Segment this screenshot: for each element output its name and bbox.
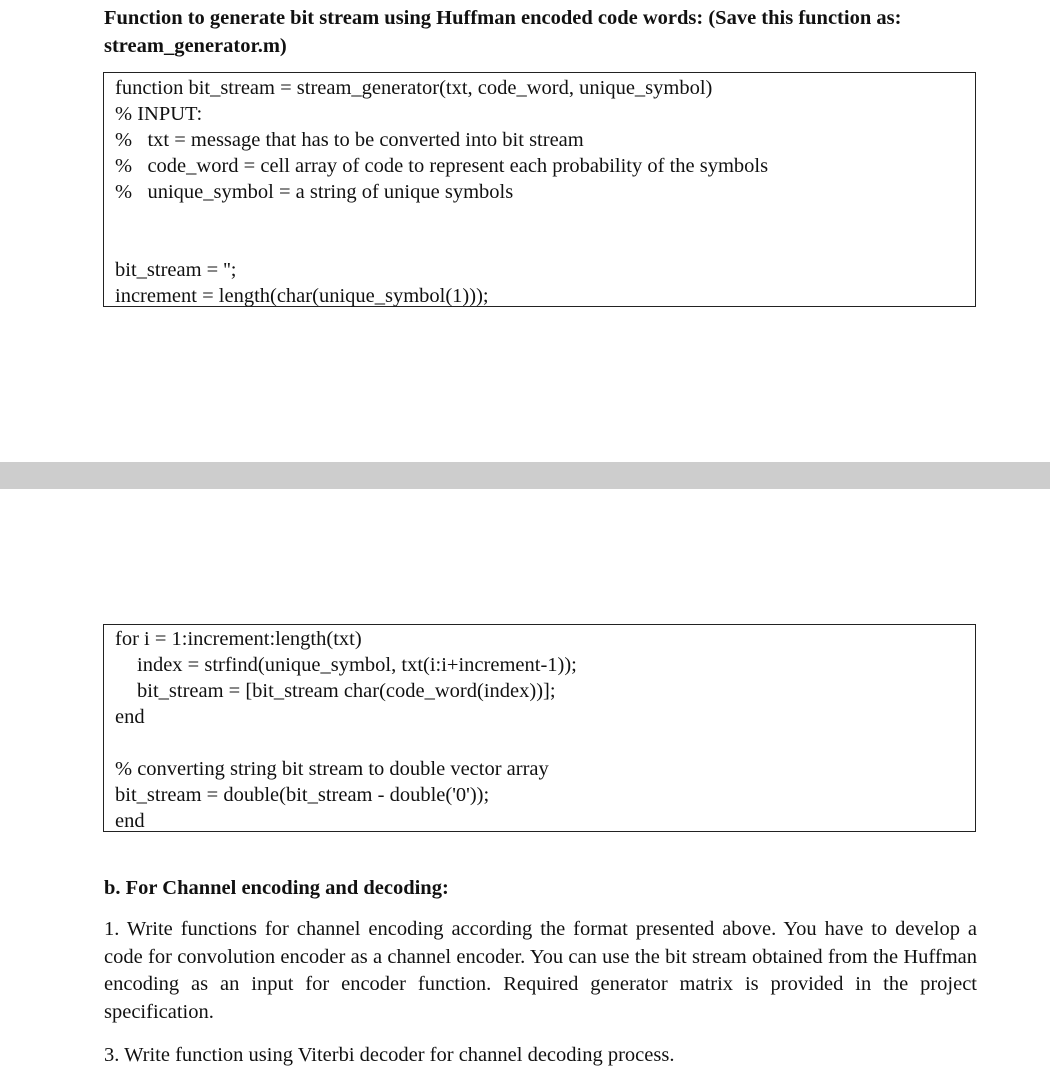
- code-block-loop: [103, 624, 976, 832]
- code-line: % converting string bit stream to double vector array: [115, 758, 549, 780]
- code-line: % txt = message that has to be converted into bit stream: [115, 129, 584, 151]
- section-b-title: b. For Channel encoding and decoding:: [104, 877, 449, 899]
- code-line: end: [115, 706, 145, 728]
- instruction-item-1: 1. Write functions for channel encoding according the format presented above. You have to develop a code for convolution encoder as a channel encoder. You can use the bit stream obtained from the Huffman encoding as an input for encoder function. Required generator matrix is provided in the project specification.: [104, 918, 977, 1023]
- code-blank-space: [115, 730, 975, 756]
- code-line: % INPUT:: [115, 103, 203, 125]
- section-heading: Function to generate bit stream using Huffman encoded code words: (Save this function as: stream_generator.m): [104, 7, 902, 57]
- code-line: % unique_symbol = a string of unique symbols: [115, 181, 514, 203]
- code-line: for i = 1:increment:length(txt): [115, 628, 362, 650]
- code-line: bit_stream = [bit_stream char(code_word(index))];: [137, 680, 556, 702]
- code-line: end: [115, 810, 145, 832]
- code-line: increment = length(char(unique_symbol(1)));: [115, 285, 489, 307]
- code-line: bit_stream = double(bit_stream - double('0'));: [115, 784, 490, 806]
- code-blank-space: [115, 205, 975, 257]
- code-line: index = strfind(unique_symbol, txt(i:i+increment-1));: [137, 654, 577, 676]
- code-block-function-header: [103, 72, 976, 307]
- page-break-divider: [0, 462, 1050, 489]
- instruction-item-3: 3. Write function using Viterbi decoder for channel decoding process.: [104, 1044, 675, 1066]
- code-line: function bit_stream = stream_generator(txt, code_word, unique_symbol): [115, 77, 713, 99]
- code-line: bit_stream = '';: [115, 259, 237, 281]
- code-line: % code_word = cell array of code to represent each probability of the symbols: [115, 155, 769, 177]
